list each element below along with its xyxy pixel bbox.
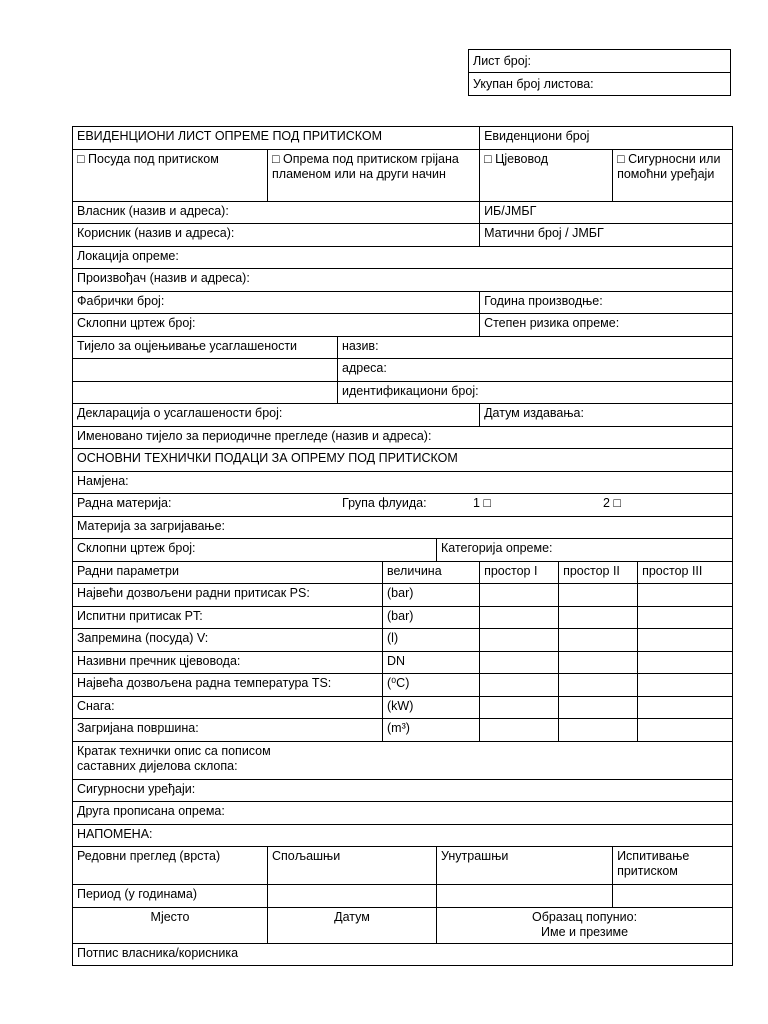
total-sheets-field[interactable]: Укупан број листова: <box>469 73 731 96</box>
space-3-cell[interactable] <box>638 719 733 742</box>
space-1-cell[interactable] <box>480 674 559 697</box>
space-3-cell[interactable] <box>638 674 733 697</box>
date-field[interactable]: Датум <box>268 907 437 943</box>
cb-address-field[interactable]: адреса: <box>338 359 733 382</box>
internal-inspection-header: Унутрашњи <box>437 847 613 885</box>
filled-by-label: Образац попунио: <box>532 909 638 924</box>
space-3-cell[interactable] <box>638 629 733 652</box>
period-label: Период (у годинама) <box>73 885 268 908</box>
space-2-cell[interactable] <box>559 719 638 742</box>
other-equipment-field[interactable]: Друга прописана опрема: <box>73 802 733 825</box>
conformity-body-label: Тијело за оцјењивање усаглашености <box>73 336 338 359</box>
param-label: Испитни притисак PT: <box>73 606 383 629</box>
name-surname-label: Име и презиме <box>540 924 629 939</box>
pressure-test-header: Испитивање притиском <box>613 847 733 885</box>
owner-id-field[interactable]: ИБ/ЈМБГ <box>480 201 733 224</box>
assembly-drawing-field[interactable]: Склопни цртеж број: <box>73 314 480 337</box>
conformity-body-blank[interactable] <box>73 381 338 404</box>
space-1-header: простор I <box>480 561 559 584</box>
period-internal-cell[interactable] <box>437 885 613 908</box>
unit-header: величина <box>383 561 480 584</box>
space-2-cell[interactable] <box>559 651 638 674</box>
space-1-cell[interactable] <box>480 696 559 719</box>
working-medium-row[interactable] <box>73 494 733 517</box>
manufacturer-field[interactable]: Произвођач (назив и адреса): <box>73 269 733 292</box>
type-fired-checkbox[interactable]: □ Опрема под притиском грijана пламеном или на други начин <box>268 149 480 201</box>
param-label: Називни пречник цјевовода: <box>73 651 383 674</box>
space-1-cell[interactable] <box>480 719 559 742</box>
space-2-header: простор II <box>559 561 638 584</box>
params-header: Радни параметри <box>73 561 383 584</box>
filled-by-field[interactable] <box>437 907 733 943</box>
factory-number-field[interactable]: Фабрички број: <box>73 291 480 314</box>
param-unit: (kW) <box>383 696 480 719</box>
param-label: Запремина (посуда) V: <box>73 629 383 652</box>
space-3-cell[interactable] <box>638 696 733 719</box>
owner-field[interactable]: Власник (назив и адреса): <box>73 201 480 224</box>
space-2-cell[interactable] <box>559 696 638 719</box>
param-unit: (⁰C) <box>383 674 480 697</box>
form-title: ЕВИДЕНЦИОНИ ЛИСТ ОПРЕМЕ ПОД ПРИТИСКОМ <box>73 127 480 150</box>
external-inspection-header: Спољашњи <box>268 847 437 885</box>
equipment-category-field[interactable]: Категорија опреме: <box>437 539 733 562</box>
space-2-cell[interactable] <box>559 629 638 652</box>
user-field[interactable]: Корисник (назив и адреса): <box>73 224 480 247</box>
short-description-field[interactable] <box>73 741 733 779</box>
space-2-cell[interactable] <box>559 606 638 629</box>
assembly-drawing-2-field[interactable]: Склопни цртеж број: <box>73 539 437 562</box>
space-2-cell[interactable] <box>559 674 638 697</box>
space-3-cell[interactable] <box>638 606 733 629</box>
basic-data-heading: ОСНОВНИ ТЕХНИЧКИ ПОДАЦИ ЗА ОПРЕМУ ПОД ПРИТИСКОМ <box>73 449 733 472</box>
purpose-field[interactable]: Намјена: <box>73 471 733 494</box>
type-vessel-checkbox[interactable]: □ Посуда под притиском <box>73 149 268 201</box>
place-field[interactable]: Мјесто <box>73 907 268 943</box>
param-label: Снага: <box>73 696 383 719</box>
working-medium-label: Радна материја: <box>77 496 172 510</box>
user-id-field[interactable]: Матични број / ЈМБГ <box>480 224 733 247</box>
param-label: Највећи дозвољени радни притисак PS: <box>73 584 383 607</box>
param-unit: DN <box>383 651 480 674</box>
type-piping-checkbox[interactable]: □ Цјевовод <box>480 149 613 201</box>
space-1-cell[interactable] <box>480 606 559 629</box>
fluid-group-2-checkbox[interactable]: 2 □ <box>603 496 621 510</box>
declaration-field[interactable]: Декларација о усаглашености број: <box>73 404 480 427</box>
heating-medium-field[interactable]: Материја за загријавање: <box>73 516 733 539</box>
short-description-label: Кратак технички опис са пописом саставних дијелова склопа: <box>77 743 271 773</box>
issue-date-field[interactable]: Датум издавања: <box>480 404 733 427</box>
sheet-number-field[interactable]: Лист број: <box>469 50 731 73</box>
period-pressure-cell[interactable] <box>613 885 733 908</box>
space-3-header: простор III <box>638 561 733 584</box>
space-3-cell[interactable] <box>638 651 733 674</box>
param-label: Највећа дозвољена радна температура TS: <box>73 674 383 697</box>
signature-field[interactable]: Потпис власника/корисника <box>73 943 733 966</box>
conformity-body-blank[interactable] <box>73 359 338 382</box>
reg-number-field[interactable]: Евиденциони број <box>480 127 733 150</box>
fluid-group-label: Група флуида: <box>342 496 427 510</box>
risk-level-field[interactable]: Степен ризика опреме: <box>480 314 733 337</box>
space-2-cell[interactable] <box>559 584 638 607</box>
inspection-type-label: Редовни преглед (врста) <box>73 847 268 885</box>
note-field[interactable]: НАПОМЕНА: <box>73 824 733 847</box>
space-1-cell[interactable] <box>480 629 559 652</box>
sheet-info-box <box>468 49 731 96</box>
param-unit: (bar) <box>383 584 480 607</box>
fluid-group-1-checkbox[interactable]: 1 □ <box>473 496 491 510</box>
param-unit: (bar) <box>383 606 480 629</box>
param-label: Загријана површина: <box>73 719 383 742</box>
period-external-cell[interactable] <box>268 885 437 908</box>
space-3-cell[interactable] <box>638 584 733 607</box>
periodic-body-field[interactable]: Именовано тијело за периодичне прегледе (назив и адреса): <box>73 426 733 449</box>
cb-id-field[interactable]: идентификациони број: <box>338 381 733 404</box>
type-safety-checkbox[interactable]: □ Сигурносни или помоћни уређаји <box>613 149 733 201</box>
param-unit: (m³) <box>383 719 480 742</box>
cb-name-field[interactable]: назив: <box>338 336 733 359</box>
production-year-field[interactable]: Година производње: <box>480 291 733 314</box>
location-field[interactable]: Локација опреме: <box>73 246 733 269</box>
space-1-cell[interactable] <box>480 651 559 674</box>
param-unit: (l) <box>383 629 480 652</box>
equipment-record-form <box>72 126 733 966</box>
space-1-cell[interactable] <box>480 584 559 607</box>
safety-devices-field[interactable]: Сигурносни уређаји: <box>73 779 733 802</box>
